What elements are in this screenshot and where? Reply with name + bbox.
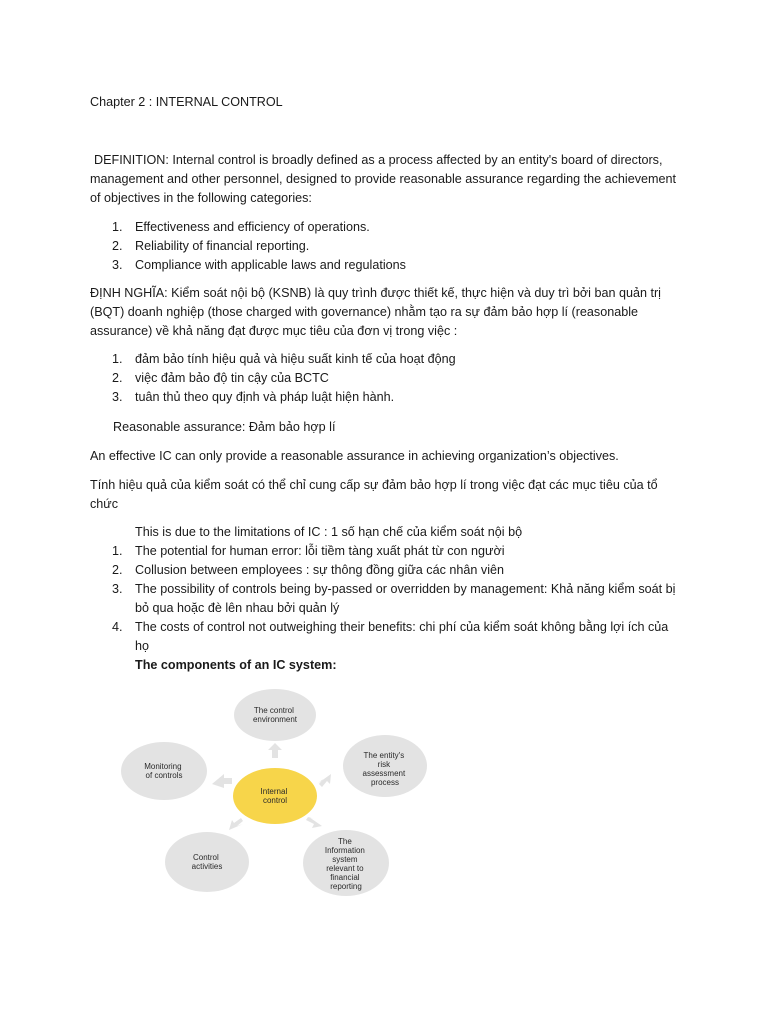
node-risk-assessment — [343, 735, 427, 797]
list-item: việc đảm bảo độ tin cậy của BCTC — [135, 371, 329, 385]
list-item: The costs of control not outweighing their benefits: chi phí của kiểm soát không bằng lợi ích của họ — [135, 620, 669, 653]
list-item: The possibility of controls being by-passed or overridden by management: Khả năng kiểm soát bị bỏ qua hoặc đè lên nhau bởi quản lý — [135, 582, 676, 615]
components-heading: The components of an IC system: — [135, 658, 337, 672]
limitations-intro: This is due to the limitations of IC : 1 số hạn chế của kiểm soát nội bộ — [135, 525, 523, 539]
center-label: Internal control — [260, 787, 288, 805]
list-item: The potential for human error: lỗi tiềm tàng xuất phát từ con người — [135, 544, 505, 558]
list-number: 4. — [112, 620, 123, 634]
node-label: The control environment — [252, 706, 298, 724]
node-control-environment — [234, 689, 316, 741]
node-information-system — [303, 830, 389, 896]
node-label: Monitoring of controls — [144, 762, 183, 780]
effective-ic-en: An effective IC can only provide a reasonable assurance in achieving organization’s objectives. — [90, 449, 619, 463]
effective-ic-vi: Tính hiệu quả của kiểm soát có thể chỉ cung cấp sự đảm bảo hợp lí trong việc đạt các mục tiêu của tổ chức — [90, 478, 658, 511]
ic-components-diagram — [110, 688, 440, 903]
arrow-upper-left — [212, 774, 232, 788]
node-monitoring — [121, 742, 207, 800]
list-number: 1. — [112, 220, 123, 234]
node-label: Control activities — [191, 853, 223, 871]
node-label: The Information system relevant to financial reporting — [324, 837, 365, 891]
list-item: Effectiveness and efficiency of operations. — [135, 220, 370, 234]
list-item: Compliance with applicable laws and regulations — [135, 258, 406, 272]
list-number: 1. — [112, 352, 123, 366]
list-item: đảm bảo tính hiệu quả và hiệu suất kinh tế của hoạt động — [135, 352, 456, 366]
list-number: 2. — [112, 563, 123, 577]
list-number: 1. — [112, 544, 123, 558]
node-internal-control-center — [233, 768, 317, 824]
arrow-upper-right — [317, 774, 331, 787]
list-item: tuân thủ theo quy định và pháp luật hiện hành. — [135, 390, 395, 404]
list-item: Reliability of financial reporting. — [135, 239, 310, 253]
reasonable-assurance-note: Reasonable assurance: Đảm bảo hợp lí — [113, 420, 336, 434]
arrow-lower-right — [306, 817, 322, 828]
node-control-activities — [165, 832, 249, 892]
list-number: 3. — [112, 258, 123, 272]
list-number: 3. — [112, 390, 123, 404]
definition-en: DEFINITION: Internal control is broadly defined as a process affected by an entity's board of directors, management and other personnel, designed to provide reasonable assurance regarding the achievement of objectives in the following categories: — [90, 153, 676, 205]
arrow-lower-left — [229, 818, 243, 830]
arrow-up — [268, 743, 282, 758]
list-number: 3. — [112, 582, 123, 596]
list-item: Collusion between employees : sự thông đồng giữa các nhân viên — [135, 563, 505, 577]
page-title: Chapter 2 : INTERNAL CONTROL — [90, 95, 283, 109]
list-number: 2. — [112, 239, 123, 253]
definition-vi: ĐỊNH NGHĨA: Kiểm soát nội bộ (KSNB) là quy trình được thiết kế, thực hiện và duy trì bởi ban quản trị (BQT) doanh nghiệp (those charged with governance) nhằm tạo ra sự đảm bảo hợp lí (reasonable assurance) về khả năng đạt được mục tiêu của đơn vị trong việc : — [90, 286, 661, 338]
list-number: 2. — [112, 371, 123, 385]
node-label: The entity's risk assessment process — [362, 751, 406, 787]
